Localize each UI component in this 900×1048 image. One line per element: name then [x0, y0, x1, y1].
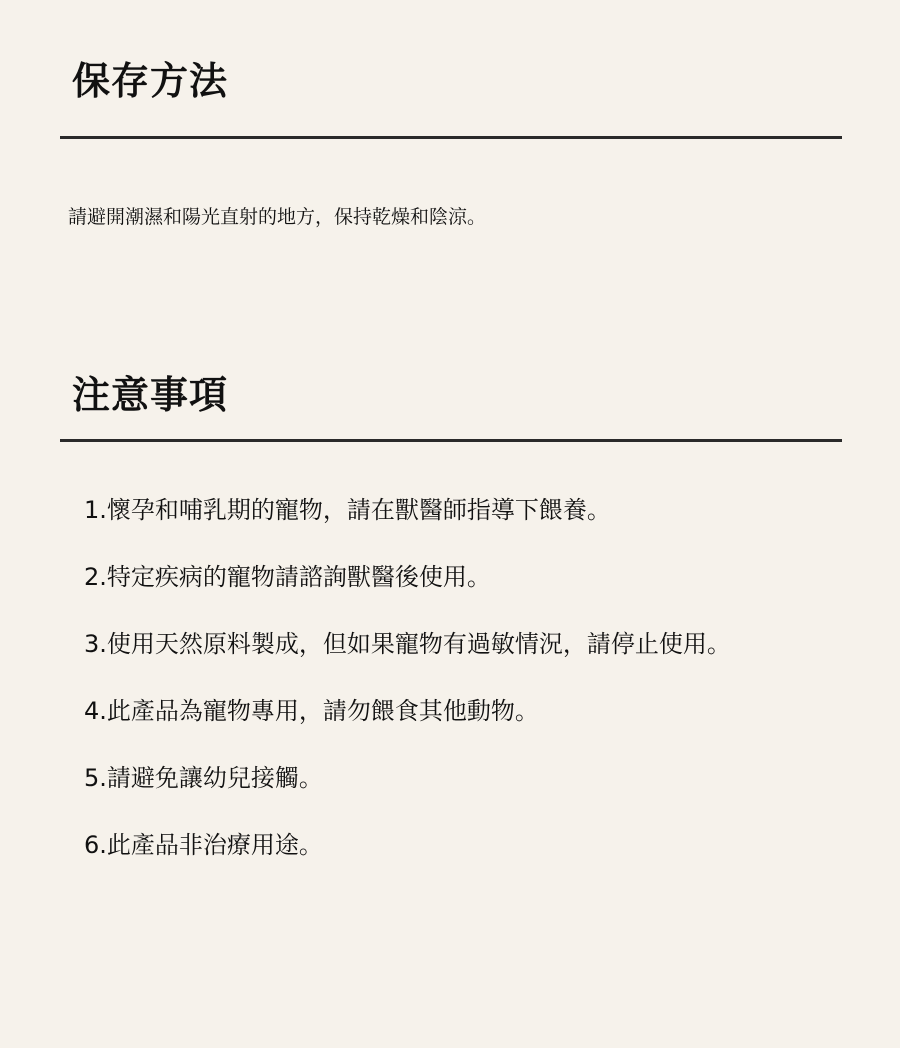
storage-text: 請避開潮濕和陽光直射的地方，保持乾燥和陰涼。	[68, 206, 487, 228]
notes-item-3: 3.使用天然原料製成，但如果寵物有過敏情況，請停止使用。	[84, 630, 731, 658]
notes-item-2: 2.特定疾病的寵物請諮詢獸醫後使用。	[84, 563, 491, 591]
notes-title: 注意事項	[72, 373, 229, 417]
notes-item-6: 6.此產品非治療用途。	[84, 831, 323, 859]
notes-list	[84, 496, 731, 898]
notes-item-4: 4.此產品為寵物專用，請勿餵食其他動物。	[84, 697, 539, 725]
notes-divider	[60, 439, 842, 442]
storage-divider	[60, 136, 842, 139]
storage-title: 保存方法	[72, 59, 229, 103]
notes-item-5: 5.請避免讓幼兒接觸。	[84, 764, 323, 792]
notes-item-1: 1.懷孕和哺乳期的寵物，請在獸醫師指導下餵養。	[84, 496, 611, 524]
